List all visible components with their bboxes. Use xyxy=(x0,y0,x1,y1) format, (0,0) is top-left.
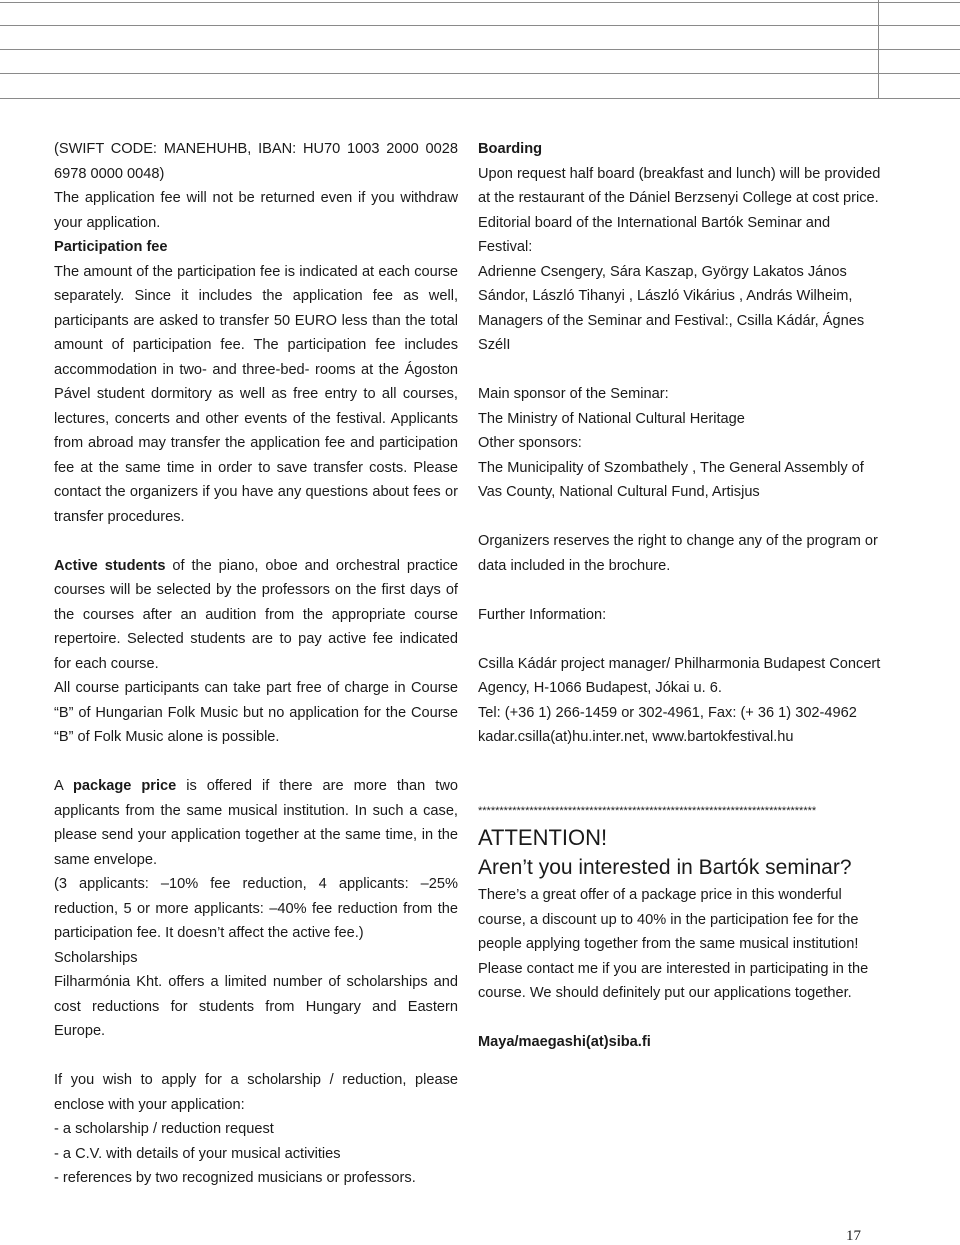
header-rule-4 xyxy=(0,73,960,74)
active-students-text: Active students of the piano, oboe and orchestral practice courses will be selected by the professors on the first days of the courses after an audition from the appropriate course repertoire. Selected students are to pay active fee indicated for each course. xyxy=(54,557,459,672)
star-separator: ******************************************************************************* xyxy=(478,804,817,817)
contact-phone: Tel: (+36 1) 266-1459 or 302-4961, Fax: (+ 36 1) 302-4962 xyxy=(478,704,857,721)
header-rule-3 xyxy=(0,49,960,50)
attention-heading: ATTENTION! xyxy=(478,825,608,850)
package-reduction-text: (3 applicants: –10% fee reduction, 4 applicants: –25% reduction, 5 or more applicants: –40% fee reduction from the participation fee. It doesn’t affect the active fee.) xyxy=(54,876,458,941)
other-sponsors: The Municipality of Szombathely , The General Assembly of Vas County, National Cultural Fund, Artisjus xyxy=(478,459,864,500)
contact-email: Maya/maegashi(at)siba.fi xyxy=(478,1034,651,1050)
header-vertical-rule xyxy=(878,0,879,99)
contact-address: Csilla Kádár project manager/ Philharmonia Budapest Concert Agency, H-1066 Budapest, Jókai u. 6. xyxy=(478,655,881,696)
apply-item: - references by two recognized musicians or professors. xyxy=(54,1170,416,1186)
editorial-names: Adrienne Csengery, Sára Kaszap, György Lakatos János Sándor, László Tihanyi , László Vikárius , András Wilheim, Managers of the Seminar and Festival:, Csilla Kádár, Ágnes SzélI xyxy=(478,263,865,353)
offer-text: There’s a great offer of a package price in this wonderful course, a discount up to 40% in the participation fee for the people applying together from the same musical institution! Please contact me if you are interested in participating in the course. We should definitely put our applications together. xyxy=(478,887,869,1001)
apply-item: - a scholarship / reduction request xyxy=(54,1121,274,1137)
scholarships-heading: Scholarships xyxy=(54,949,138,966)
contact-web: kadar.csilla(at)hu.inter.net, www.bartokfestival.hu xyxy=(478,729,794,745)
other-sponsors-label: Other sponsors: xyxy=(478,435,582,451)
header-rule-2 xyxy=(0,25,960,26)
apply-intro: If you wish to apply for a scholarship / reduction, please enclose with your application: xyxy=(54,1072,458,1113)
boarding-heading: Boarding xyxy=(478,141,543,157)
header-rule-5 xyxy=(0,98,960,99)
refund-note: The application fee will not be returned even if you withdraw your application. xyxy=(54,190,458,231)
boarding-text: Upon request half board (breakfast and lunch) will be provided at the restaurant of the Dániel Berzsenyi College at cost price. xyxy=(478,165,881,206)
main-sponsor-label: Main sponsor of the Seminar: xyxy=(478,386,669,402)
left-column xyxy=(54,137,458,1191)
participation-fee-heading: Participation fee xyxy=(54,239,168,255)
main-sponsor: The Ministry of National Cultural Heritage xyxy=(478,410,745,427)
apply-item: - a C.V. with details of your musical activities xyxy=(54,1145,341,1162)
folk-music-text: All course participants can take part free of charge in Course “B” of Hungarian Folk Music but no application for the Course “B” of Folk Music alone is possible. xyxy=(54,680,458,745)
page-number: 17 xyxy=(846,1228,861,1244)
package-price-text: A package price is offered if there are more than two applicants from the same musical institution. In such a case, please send your application together at the same time, in the same envelope. xyxy=(54,778,458,868)
header-rule-1 xyxy=(0,2,960,3)
right-column xyxy=(478,137,884,1055)
scholarships-text: Filharmónia Kht. offers a limited number of scholarships and cost reductions for students from Hungary and Eastern Europe. xyxy=(54,974,458,1039)
organizers-note: Organizers reserves the right to change any of the program or data included in the brochure. xyxy=(478,533,878,574)
participation-fee-text: The amount of the participation fee is indicated at each course separately. Since it includes the application fee as well, participants are asked to transfer 50 EURO less than the total amount of participation fee. The participation fee includes accommodation in two- and three-bed- rooms at the Ágoston Pável student dormitory as well as free entry to all courses, lectures, concerts and other events of the festival. Applicants from abroad may transfer the application fee and participation fee at the same time in order to save transfer costs. Please contact the organizers if you have any questions about fees or transfer procedures. xyxy=(54,263,458,525)
editorial-intro: Editorial board of the International Bartók Seminar and Festival: xyxy=(478,214,831,255)
further-info-label: Further Information: xyxy=(478,606,607,623)
question-heading: Aren’t you interested in Bartók seminar? xyxy=(478,856,852,879)
swift-code-text: (SWIFT CODE: MANEHUHB, IBAN: HU70 1003 2000 0028 6978 0000 0048) xyxy=(54,141,458,182)
